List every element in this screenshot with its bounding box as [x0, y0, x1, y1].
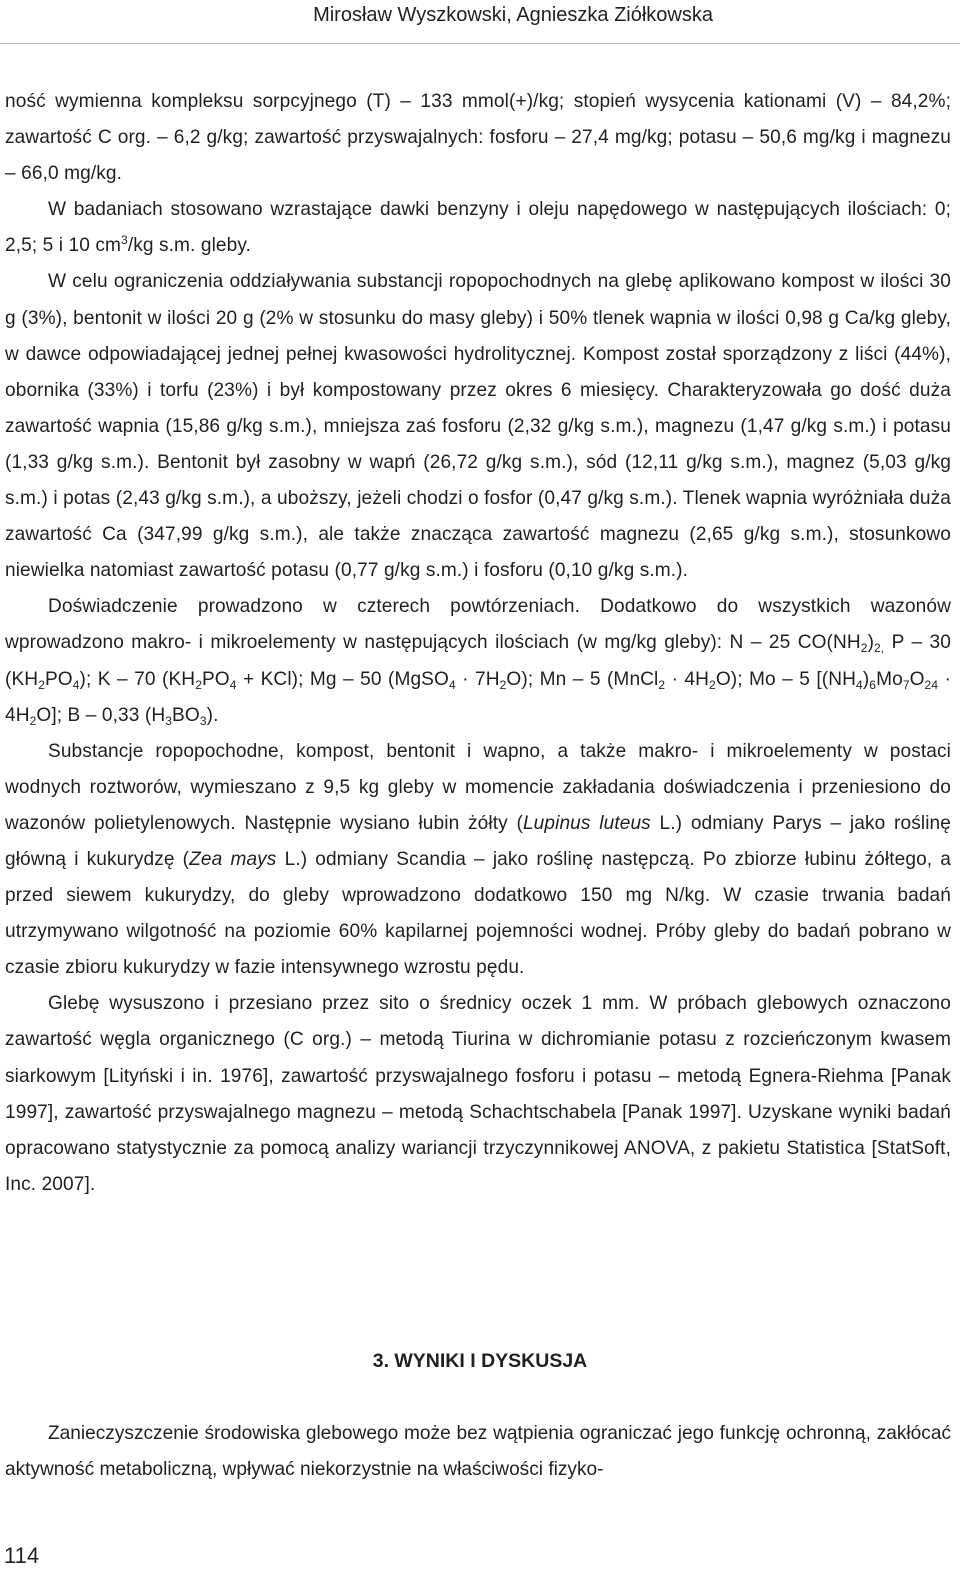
- header-rule: [0, 43, 960, 44]
- section-heading: 3. WYNIKI I DYSKUSJA: [372, 1350, 588, 1372]
- running-header: Mirosław Wyszkowski, Agnieszka Ziółkowska: [313, 4, 713, 26]
- paragraph: W celu ograniczenia oddziaływania substancji ropopochodnych na glebę aplikowano kompost w ilości 30 g (3%), bentonit w ilości 20 g (2% w stosunku do masy gleby) i 50% tlenek wapnia w ilości 0,98 g Ca/kg gleby, w dawce odpowiadającej jednej pełnej kwasowości hydrolitycznej. Kompost został sporządzony z liści (44%), obornika (33%) i torfu (23%) i był kompostowany przez okres 6 miesięcy. Charakteryzowała go dość duża zawartość wapnia (15,86 g/kg s.m.), mniejsza zaś fosforu (2,32 g/kg s.m.), magnezu (1,47 g/kg s.m.) i potasu (1,33 g/kg s.m.). Bentonit był zasobny w wapń (26,72 g/kg s.m.), sód (12,11 g/kg s.m.), magnez (5,03 g/kg s.m.) i potas (2,43 g/kg s.m.), a uboższy, jeżeli chodzi o fosfor (0,47 g/kg s.m.). Tlenek wapnia wyróżniała duża zawartość Ca (347,99 g/kg s.m.), ale także znacząca zawartość magnezu (2,65 g/kg s.m.), stosunkowo niewielka natomiast zawartość potasu (0,77 g/kg s.m.) i fosforu (0,10 g/kg s.m.).: [5, 271, 951, 582]
- body-text: [5, 84, 951, 1203]
- paragraph: Zanieczyszczenie środowiska glebowego może bez wątpienia ograniczać jego funkcję ochronną, zakłócać aktywność metaboliczną, wpływać niekorzystnie na właściwości fizyko-: [5, 1423, 951, 1481]
- paragraph: ność wymienna kompleksu sorpcyjnego (T) – 133 mmol(+)/kg; stopień wysycenia kationami (V) – 84,2%; zawartość C org. – 6,2 g/kg; zawartość przyswajalnych: fosforu – 27,4 mg/kg; potasu – 50,6 mg/kg i magnezu – 66,0 mg/kg.: [5, 91, 951, 185]
- section-text: [5, 1416, 951, 1488]
- page-number: 114: [4, 1543, 40, 1568]
- paragraph: Substancje ropopochodne, kompost, bentonit i wapno, a także makro- i mikroelementy w postaci wodnych roztworów, wymieszano z 9,5 kg gleby w momencie zakładania doświadczenia i przeniesiono do wazonów polietylenowych. Następnie wysiano łubin żółty (Lupinus luteus L.) odmiany Parys – jako roślinę główną i kukurydzę (Zea mays L.) odmiany Scandia – jako roślinę następczą. Po zbiorze łubinu żółtego, a przed siewem kukurydzy, do gleby wprowadzono dodatkowo 150 mg N/kg. W czasie trwania badań utrzymywano wilgotność na poziomie 60% kapilarnej pojemności wodnej. Próby gleby do badań pobrano w czasie zbioru kukurydzy w fazie intensywnego wzrostu pędu.: [5, 740, 952, 979]
- paragraph: Glebę wysuszono i przesiano przez sito o średnicy oczek 1 mm. W próbach glebowych oznaczono zawartość węgla organicznego (C org.) – metodą Tiurina w dichromianie potasu z rozcieńczonym kwasem siarkowym [Lityński i in. 1976], zawartość przyswajalnego fosforu i potasu – metodą Egnera-Riehma [Panak 1997], zawartość przyswajalnego magnezu – metodą Schachtschabela [Panak 1997]. Uzyskane wyniki badań opracowano statystycznie za pomocą analizy wariancji trzyczynnikowej ANOVA, z pakietu Statistica [StatSoft, Inc. 2007].: [5, 993, 951, 1195]
- paragraph: W badaniach stosowano wzrastające dawki benzyny i oleju napędowego w następujących ilościach: 0; 2,5; 5 i 10 $cm^3/kg$ s.m. gleby.: [5, 199, 951, 257]
- paragraph: Doświadczenie prowadzono w czterech powtórzeniach. Dodatkowo do wszystkich wazonów wprowadzono makro- i mikroelementy w następujących ilościach (w mg/kg gleby): N – 25 $CO(NH_2)_{2,}$ P – 30 $(KH_2PO_4)$; K – 70 $(KH_2PO_4 + KCl)$; Mg – 50 (MgSO$_4$ · $7H_2O$); Mn – 5 (MnCl$_2$ · $4H_2O$); Mo – 5 $[(NH_4)_6Mo_7O_{24} \cdot 4H_2O]$; B – 0,33 $(H_3BO_3)$.: [5, 596, 951, 728]
